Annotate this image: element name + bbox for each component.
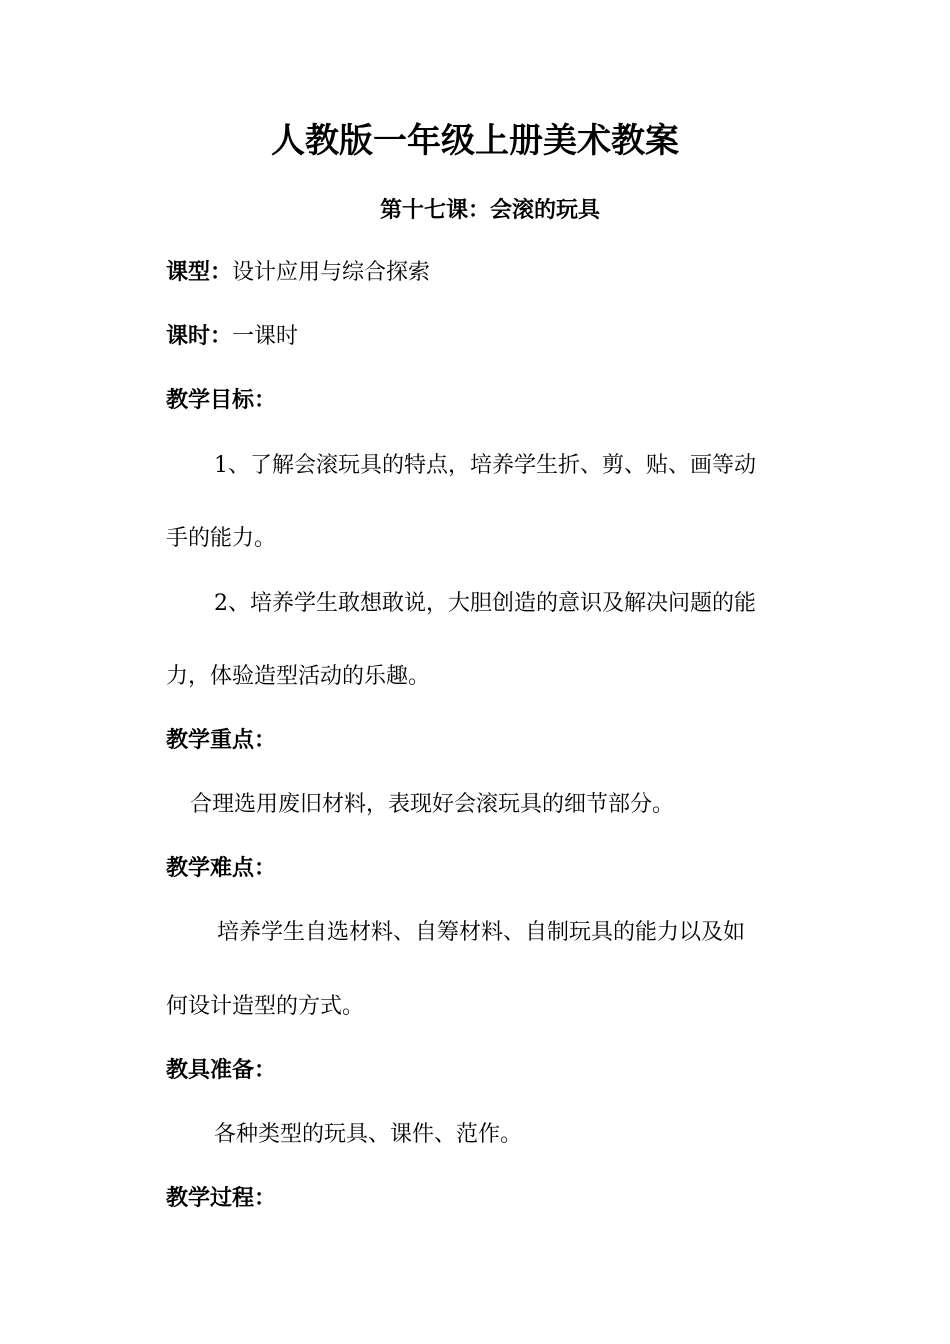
objectives-heading: 教学目标： — [166, 388, 277, 413]
lesson-subtitle: 第十七课：会滚的玩具 — [379, 198, 600, 223]
objective-1-text: 、了解会滚玩具的特点，培养学生折、剪、贴、画等动 — [228, 453, 757, 478]
lesson-hours-label: 课时： — [166, 324, 233, 349]
lesson-type-row — [166, 257, 430, 289]
materials-text: 各种类型的玩具、课件、范作。 — [214, 1122, 523, 1147]
objective-1-number: 1 — [214, 453, 228, 478]
objective-2-line-1 — [214, 588, 756, 620]
process-heading: 教学过程： — [166, 1186, 277, 1211]
key-points-text: 合理选用废旧材料，表现好会滚玩具的细节部分。 — [190, 792, 675, 817]
difficulties-line-1: 培养学生自选材料、自筹材料、自制玩具的能力以及如 — [217, 920, 746, 945]
materials-heading: 教具准备： — [166, 1058, 277, 1083]
lesson-type-value: 设计应用与综合探索 — [232, 260, 431, 285]
difficulties-line-2: 何设计造型的方式。 — [166, 994, 365, 1019]
key-points-heading: 教学重点： — [166, 728, 277, 753]
objective-2-number: 2 — [214, 591, 228, 616]
lesson-hours-value: 一课时 — [232, 324, 299, 349]
difficulties-heading: 教学难点： — [166, 856, 277, 881]
objective-2-line-2: 力，体验造型活动的乐趣。 — [166, 664, 431, 689]
objective-2-text: 、培养学生敢想敢说，大胆创造的意识及解决问题的能 — [228, 591, 757, 616]
objective-1-line-1 — [214, 450, 756, 482]
document-title: 人教版一年级上册美术教案 — [271, 121, 679, 161]
lesson-type-label: 课型： — [166, 260, 233, 285]
objective-1-line-2: 手的能力。 — [166, 526, 277, 551]
lesson-hours-row — [166, 321, 298, 353]
